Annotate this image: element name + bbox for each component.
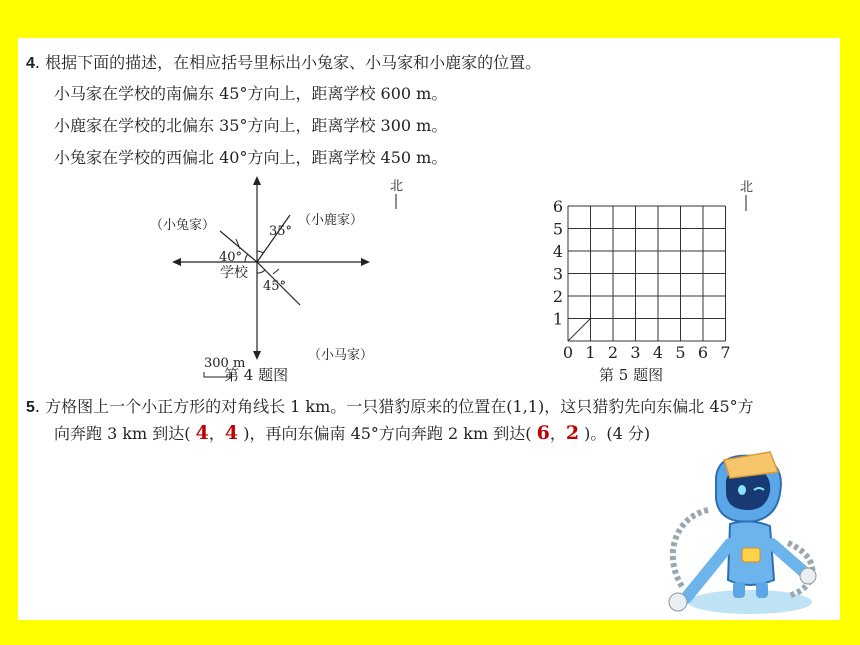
robot-arm-right — [772, 544, 804, 572]
answer-1-x: 4 — [195, 422, 209, 444]
figure-4-compass-diagram — [118, 173, 408, 388]
robot-eye-left — [738, 485, 746, 495]
question-4-line-deer: 小鹿家在学校的北偏东 35°方向上，距离学校 300 m。 — [54, 116, 448, 135]
figure-4-caption: 第 4 题图 — [224, 366, 289, 384]
question-5-line-1 — [26, 394, 754, 417]
answer-2-x: 6 — [536, 422, 550, 444]
question-5-line-2 — [54, 421, 650, 444]
label-horse-home: （小马家） — [308, 348, 374, 363]
question-4-line-horse: 小马家在学校的南偏东 45°方向上，距离学校 600 m。 — [54, 84, 448, 103]
question-5-text-c: )。(4 分) — [584, 424, 651, 443]
tick-horse — [273, 269, 279, 274]
y-tick-label: 5 — [552, 219, 564, 239]
x-tick-label: 5 — [675, 343, 686, 358]
label-deer-home: （小鹿家） — [298, 213, 364, 228]
label-school: 学校 — [220, 265, 248, 281]
north-label-fig4: 北 — [390, 179, 404, 194]
robot-hand-left — [669, 593, 687, 611]
y-tick-label: 6 — [552, 197, 564, 216]
x-tick-label: 4 — [652, 343, 664, 358]
axis-arrow-up — [253, 176, 261, 185]
x-tick-label: 6 — [697, 343, 709, 358]
figure-5-grid — [528, 173, 758, 358]
label-rabbit-home: （小兔家） — [150, 218, 216, 233]
y-tick-label: 4 — [552, 242, 564, 261]
question-5-text-b: )，再向东偏南 45°方向奔跑 2 km 到达( — [243, 424, 532, 443]
label-angle-45: 45° — [263, 279, 287, 294]
question-4-line-rabbit: 小兔家在学校的西偏北 40°方向上，距离学校 450 m。 — [54, 148, 448, 167]
arc-35 — [257, 251, 263, 253]
axis-arrow-left — [172, 258, 181, 266]
x-tick-label: 2 — [607, 343, 619, 358]
x-tick-label: 0 — [562, 343, 574, 358]
robot-leg-left — [733, 582, 745, 598]
question-5-text: . 方格图上一个小正方形的对角线长 1 km。一只猎豹原来的位置在(1,1)，这只猎豹先向东偏北 45°方 — [34, 397, 754, 416]
north-label-fig5: 北 — [740, 180, 754, 195]
tick-rabbit — [236, 239, 240, 249]
question-5-number: 5 — [26, 399, 35, 416]
answer-2-comma: ， — [549, 424, 566, 443]
x-tick-label: 1 — [585, 343, 596, 358]
arc-40 — [245, 254, 248, 262]
figure-5-caption: 第 5 题图 — [599, 366, 664, 384]
robot-chest-panel — [742, 548, 760, 562]
label-angle-40: 40° — [219, 250, 243, 265]
robot-hand-right — [800, 568, 816, 584]
answer-1-comma: ， — [208, 424, 225, 443]
worksheet-page — [18, 38, 840, 620]
scale-label: 300 m — [204, 356, 246, 371]
y-tick-label: 3 — [552, 264, 564, 284]
label-angle-35: 35° — [269, 224, 293, 239]
answer-2-y: 2 — [565, 422, 580, 444]
question-4-prompt — [26, 50, 541, 73]
y-tick-label: 1 — [552, 309, 564, 329]
axis-arrow-down — [253, 351, 261, 360]
robot-arm-left — [686, 544, 730, 598]
question-4-text: . 根据下面的描述，在相应括号里标出小兔家、小马家和小鹿家的位置。 — [34, 53, 542, 72]
y-tick-label: 2 — [552, 287, 564, 306]
grid-diagonal-line — [568, 319, 591, 342]
answer-1-y: 4 — [224, 422, 239, 444]
x-tick-label: 7 — [720, 343, 731, 358]
arc-45 — [257, 270, 265, 273]
question-4-number: 4 — [26, 55, 35, 72]
axis-arrow-right — [361, 258, 370, 266]
robot-mascot-illustration — [638, 448, 838, 618]
x-tick-label: 3 — [630, 343, 641, 358]
robot-leg-right — [756, 582, 768, 598]
question-5-text-a: 向奔跑 3 km 到达( — [54, 424, 191, 443]
